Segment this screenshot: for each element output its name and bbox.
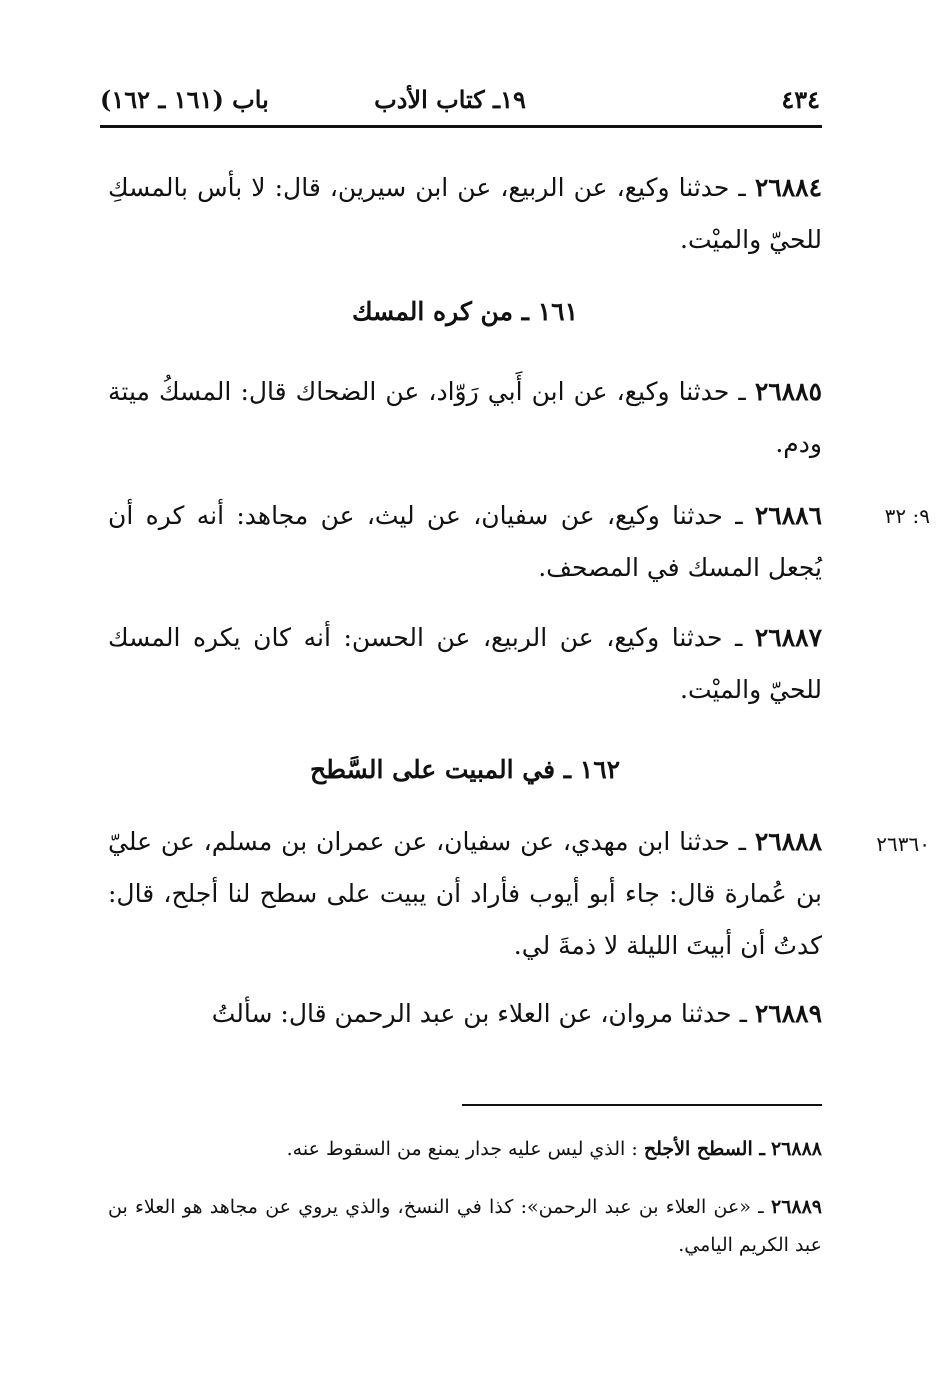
hadith-text: ـ حدثنا وكيع، عن سفيان، عن ليث، عن مجاهد: أنه كره أن يُجعل المسك في المصحف.: [108, 501, 822, 582]
hadith-number: ٢٦٨٨٧: [754, 623, 822, 652]
section-heading: ١٦١ ـ من كره المسك: [351, 297, 579, 326]
hadith-entry: [108, 490, 822, 594]
chapter-range: باب (١٦١ ـ ١٦٢): [100, 85, 269, 114]
footnote: [108, 1188, 822, 1264]
footnote: [108, 1130, 822, 1168]
page-number: ٤٣٤: [781, 85, 820, 114]
margin-reference: ٩: ٣٢: [884, 504, 930, 528]
hadith-number: ٢٦٨٨٤: [754, 173, 822, 202]
hadith-number: ٢٦٨٨٦: [754, 501, 822, 530]
hadith-entry: [108, 366, 822, 470]
section-heading: ١٦٢ ـ في المبيت على السَّطح: [309, 755, 621, 784]
header-rule: [100, 125, 822, 128]
footnote-number: ٢٦٨٨٨: [770, 1138, 822, 1160]
hadith-entry: [108, 162, 822, 266]
hadith-number: ٢٦٨٨٥: [754, 377, 822, 406]
footnote-rule: [462, 1104, 822, 1106]
hadith-text: ـ حدثنا ابن مهدي، عن سفيان، عن عمران بن مسلم، عن عليّ بن عُمارة قال: جاء أبو أيوب فأراد أن يبيت على سطح لنا أجلح، قال: كدتُ أن أبيتَ الليلة لا ذمةَ لي.: [108, 827, 822, 960]
hadith-entry: [108, 612, 822, 716]
footnote-text: ـ «عن العلاء بن عبد الرحمن»: كذا في النسخ، والذي يروي عن مجاهد هو العلاء بن عبد الكريم اليامي.: [108, 1196, 822, 1256]
margin-reference: ٢٦٣٦٠: [876, 832, 930, 856]
hadith-entry: [108, 816, 822, 972]
footnote-term: ـ السطح الأجلح: [643, 1138, 765, 1160]
hadith-text: ـ حدثنا وكيع، عن الربيع، عن ابن سيرين، قال: لا بأس بالمسكِ للحيّ والميْت.: [108, 173, 822, 254]
book-title: ١٩ـ كتاب الأدب: [374, 85, 526, 114]
hadith-number: ٢٦٨٨٨: [754, 827, 822, 856]
hadith-number: ٢٦٨٨٩: [754, 999, 822, 1028]
hadith-text: ـ حدثنا وكيع، عن ابن أَبي رَوّاد، عن الضحاك قال: المسكُ ميتة ودم.: [108, 377, 822, 458]
footnote-number: ٢٦٨٨٩: [770, 1196, 823, 1218]
hadith-text: ـ حدثنا وكيع، عن الربيع، عن الحسن: أنه كان يكره المسك للحيّ والميْت.: [108, 623, 822, 704]
footnote-text: : الذي ليس عليه جدار يمنع من السقوط عنه.: [286, 1138, 638, 1160]
hadith-entry: [108, 988, 822, 1040]
hadith-text: ـ حدثنا مروان، عن العلاء بن عبد الرحمن قال: سألتُ: [211, 999, 747, 1028]
